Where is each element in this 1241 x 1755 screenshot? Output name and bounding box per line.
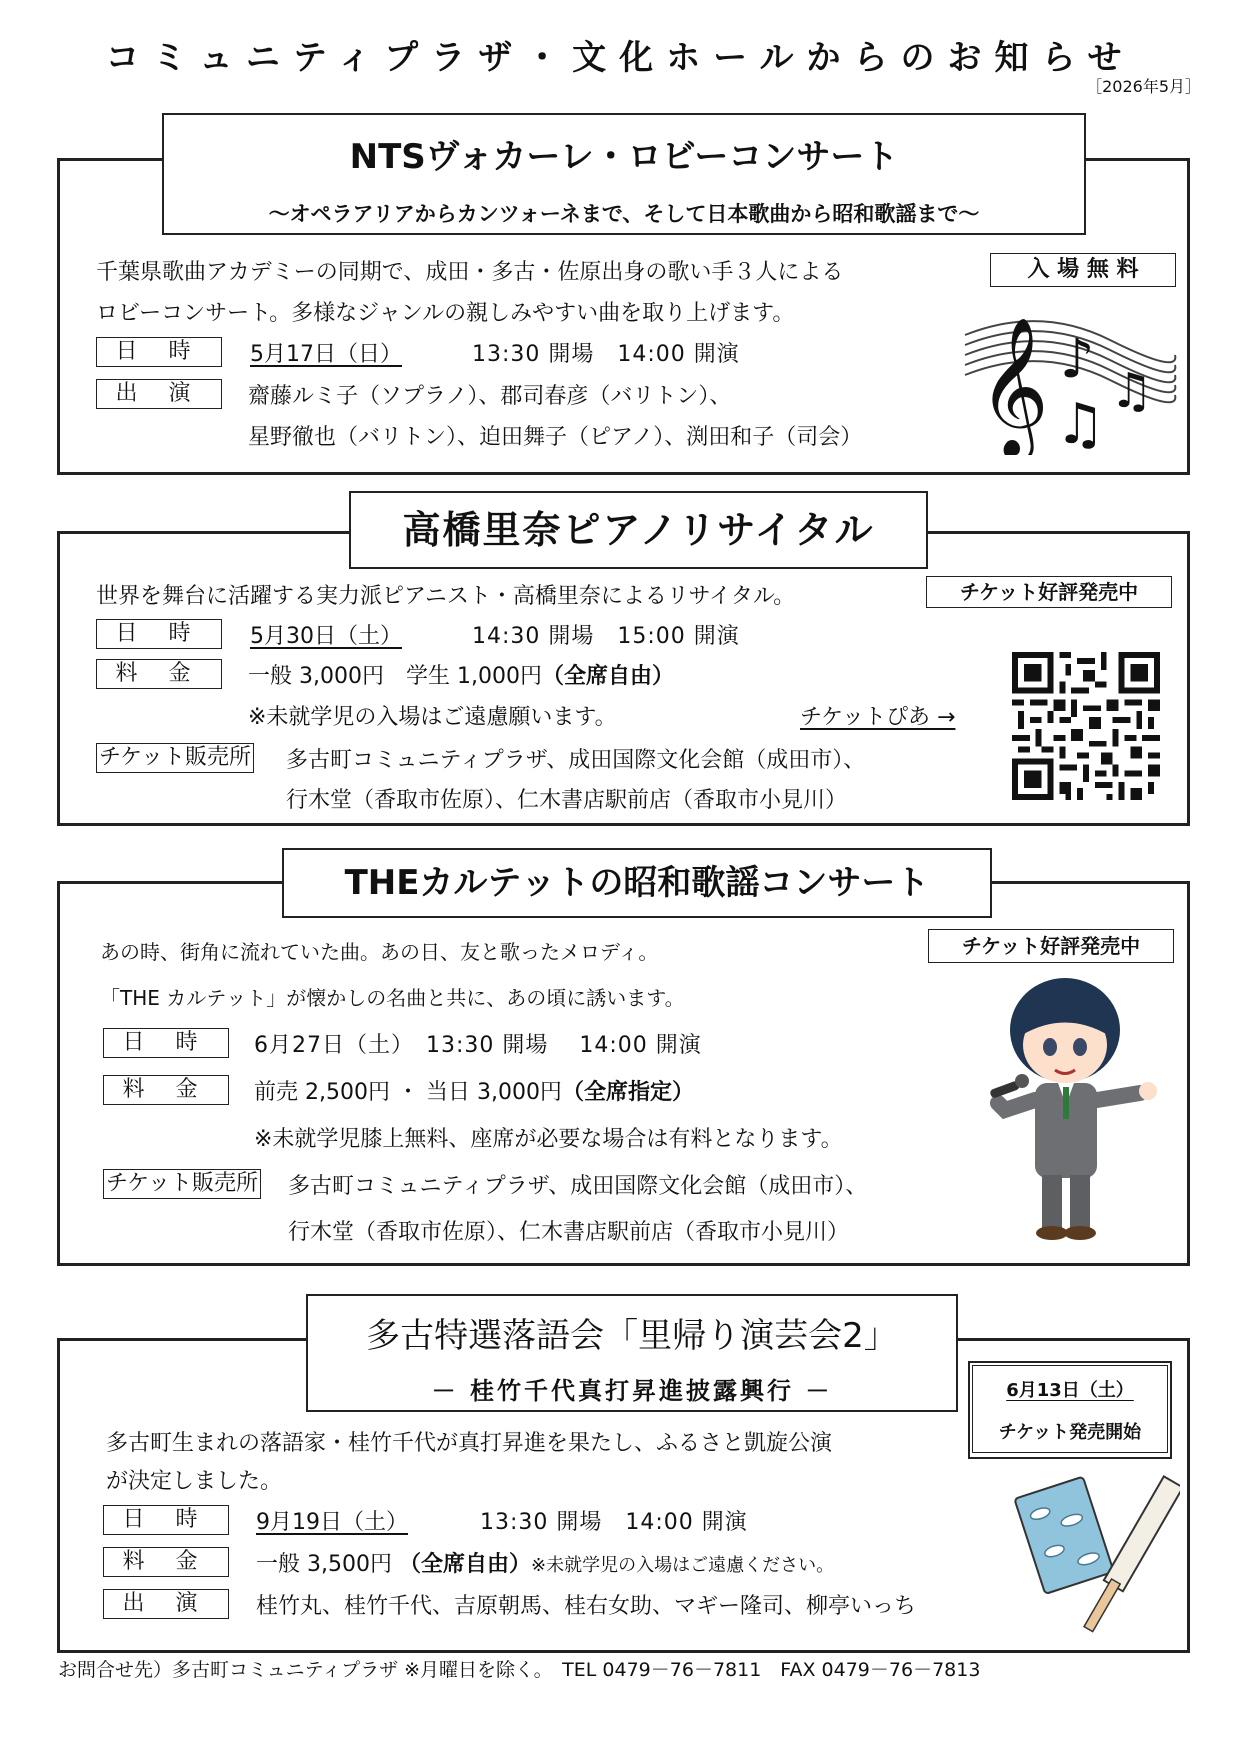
cast-list: 桂竹丸、桂竹千代、吉原朝馬、桂右女助、マギー隆司、柳亭いっち	[256, 1594, 917, 1619]
event-description: あの時、街角に流れていた曲。あの日、友と歌ったメロディ。	[100, 940, 659, 964]
ticket-sale-badge: チケット好評発売中	[926, 576, 1172, 608]
date-label: 日 時	[103, 1505, 229, 1535]
event-date: 5月17日（日）	[250, 342, 402, 367]
event-description: 多古町生まれの落語家・桂竹千代が真打昇進を果たし、ふるさと凱旋公演	[106, 1431, 833, 1456]
svg-text:♪: ♪	[1060, 327, 1095, 390]
event-description: 千葉県歌曲アカデミーの同期で、成田・多古・佐原出身の歌い手３人による	[96, 260, 844, 285]
event-description: が決定しました。	[106, 1469, 283, 1494]
sales-label: チケット販売所	[103, 1169, 261, 1199]
ticket-release-badge	[968, 1361, 1172, 1459]
seat-note: （全席指定）	[561, 1080, 694, 1105]
event-subtitle: － 桂竹千代真打昇進披露興行 －	[431, 1377, 833, 1405]
date-label: 日 時	[103, 1028, 229, 1058]
date-label: 日 時	[96, 337, 222, 367]
sales-locations: 行木堂（香取市佐原）、仁木書店駅前店（香取市小見川）	[286, 788, 848, 813]
qr-code[interactable]	[1012, 652, 1160, 800]
price-label: 料 金	[103, 1075, 229, 1105]
price	[254, 1075, 694, 1106]
event-title-box	[282, 848, 992, 918]
event-title-box	[306, 1294, 958, 1412]
notice: ※未就学児の入場はご遠慮願います。	[248, 705, 617, 730]
event-title-box	[162, 113, 1086, 235]
event-time: 13:30 開場 14:00 開演	[480, 1510, 748, 1535]
price-text: 一般 3,500円	[256, 1552, 399, 1577]
price	[256, 1547, 834, 1578]
svg-text:♫: ♫	[1110, 363, 1154, 419]
page-title: コミュニティプラザ・文化ホールからのお知らせ	[105, 38, 1135, 78]
sales-locations: 多古町コミュニティプラザ、成田国際文化会館（成田市）、	[286, 748, 866, 773]
sales-locations: 多古町コミュニティプラザ、成田国際文化会館（成田市）、	[288, 1174, 868, 1199]
contact-footer: お問合せ先）多古町コミュニティプラザ ※月曜日を除く。 TEL 0479－76－7811 FAX 0479－76－7813	[58, 1659, 981, 1681]
price	[248, 659, 674, 690]
price-label: 料 金	[103, 1547, 229, 1577]
ticket-sale-badge: チケット好評発売中	[928, 929, 1174, 963]
event-title: NTSヴォカーレ・ロビーコンサート	[349, 137, 899, 177]
sales-locations: 行木堂（香取市佐原）、仁木書店駅前店（香取市小見川）	[288, 1220, 850, 1245]
ticket-pia-link[interactable]: チケットぴあ →	[800, 705, 956, 730]
event-datetime: 6月27日（土） 13:30 開場 14:00 開演	[254, 1033, 702, 1058]
cast-label: 出 演	[103, 1589, 229, 1619]
price-label: 料 金	[96, 659, 222, 689]
date-label: 日 時	[96, 619, 222, 649]
price-text: 一般 3,000円 学生 1,000円	[248, 664, 542, 689]
music-notes-illustration	[960, 295, 1180, 455]
price-text: 前売 2,500円 ・ 当日 3,000円	[254, 1080, 562, 1105]
event-date: 5月30日（土）	[250, 624, 402, 649]
event-description: 「THE カルテット」が懐かしの名曲と共に、あの頃に誘います。	[100, 986, 685, 1010]
sales-label: チケット販売所	[96, 743, 254, 773]
notice: ※未就学児膝上無料、座席が必要な場合は有料となります。	[254, 1127, 843, 1152]
event-subtitle: ～オペラアリアからカンツォーネまで、そして日本歌曲から昭和歌謡まで～	[268, 202, 980, 226]
event-date: 9月19日（土）	[256, 1510, 408, 1535]
cast-list: 星野徹也（バリトン）、迫田舞子（ピアノ）、渕田和子（司会）	[248, 425, 863, 450]
event-title: THEカルテットの昭和歌謡コンサート	[344, 863, 930, 903]
free-admission-badge: 入 場 無 料	[990, 253, 1176, 287]
seat-note: （全席自由）	[541, 664, 674, 689]
release-text: チケット発売開始	[998, 1422, 1142, 1443]
cast-list: 齋藤ルミ子（ソプラノ）、郡司春彦（バリトン）、	[248, 384, 732, 409]
event-description: 世界を舞台に活躍する実力派ピアニスト・高橋里奈によるリサイタル。	[96, 584, 796, 609]
seat-note: （全席自由）	[398, 1552, 531, 1577]
singer-illustration	[980, 975, 1180, 1250]
event-title-box	[349, 491, 928, 569]
svg-text:𝄞: 𝄞	[978, 317, 1049, 455]
event-title: 高橋里奈ピアノリサイタル	[402, 508, 875, 552]
event-title: 多古特選落語会「里帰り演芸会2」	[366, 1316, 898, 1356]
release-date: 6月13日（土）	[1006, 1380, 1134, 1401]
event-time: 14:30 開場 15:00 開演	[472, 624, 740, 649]
notice: ※未就学児の入場はご遠慮ください。	[530, 1555, 835, 1576]
event-description: ロビーコンサート。多様なジャンルの親しみやすい曲を取り上げます。	[96, 301, 795, 326]
event-time: 13:30 開場 14:00 開演	[472, 342, 740, 367]
svg-text:♫: ♫	[1055, 392, 1106, 455]
tenugui-fan-illustration	[1010, 1465, 1180, 1640]
issue-date: ［2026年5月］	[1086, 77, 1201, 96]
cast-label: 出 演	[96, 379, 222, 409]
